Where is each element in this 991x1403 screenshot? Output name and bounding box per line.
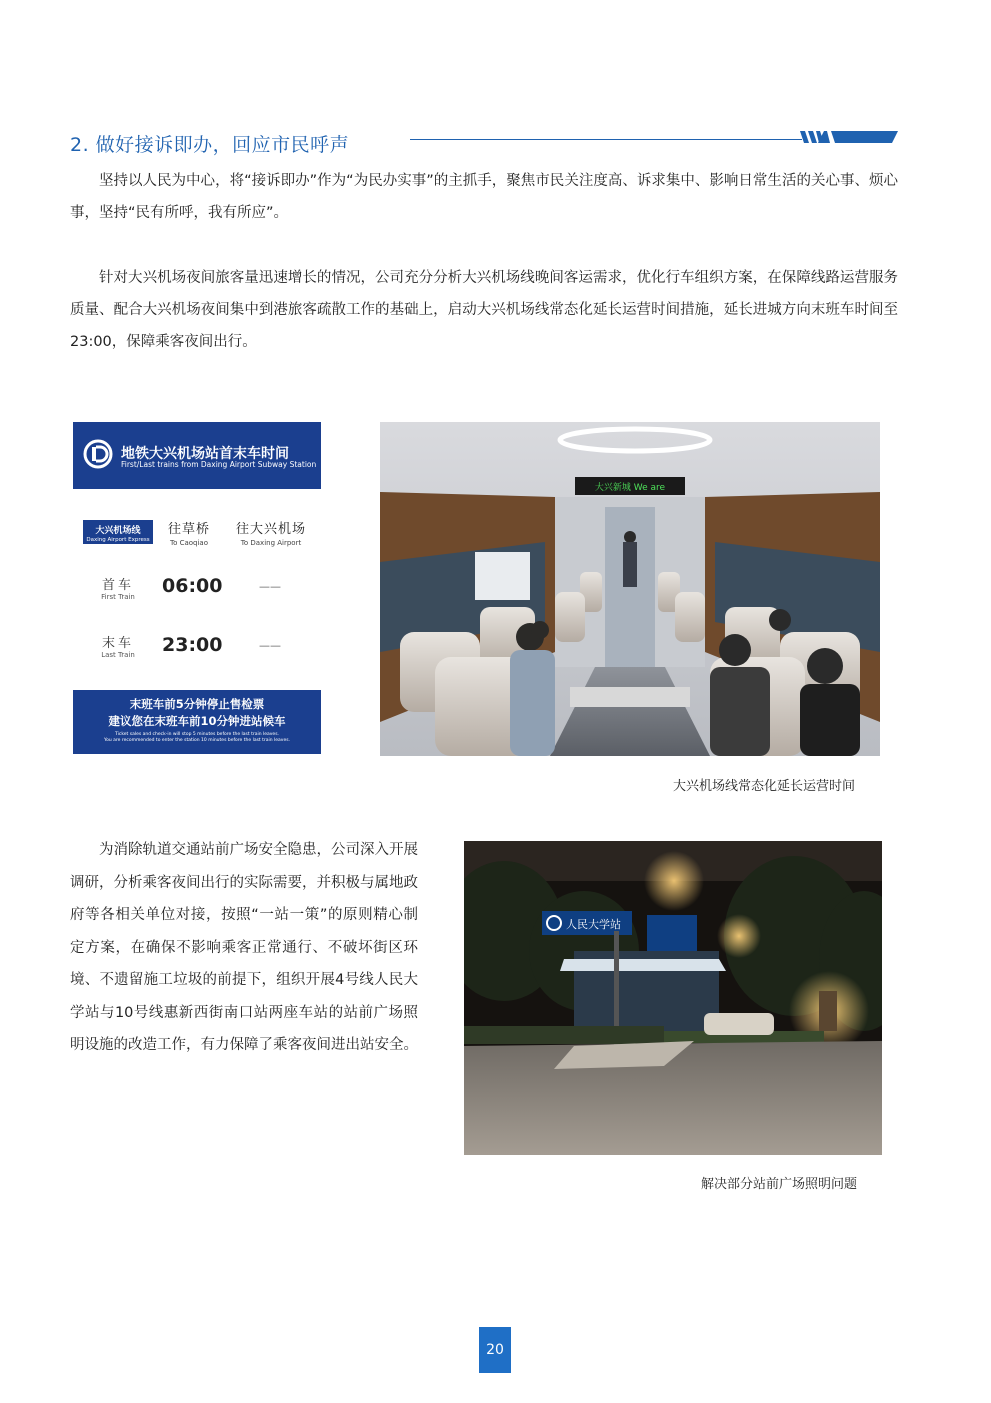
first-train-dash: ——	[259, 580, 281, 593]
row-label: 末车	[101, 636, 134, 651]
notice-line: 末班车前5分钟停止售检票	[129, 697, 265, 711]
last-train-dash: ——	[259, 639, 281, 652]
paragraph-intro: 坚持以人民为中心，将“接诉即办”作为“为民办实事”的主抓手，聚焦市民关注度高、诉求集中、影响日常生活的关心事、烦心事，坚持“民有所呼，我有所应”。	[70, 173, 898, 221]
notice-line-en: You are recommended to enter the station 10 minutes before the last train leaves.	[103, 738, 291, 743]
section-heading: 2. 做好接诉即办，回应市民呼声	[70, 134, 350, 156]
timetable-sign	[73, 422, 321, 757]
line-name: 大兴机场线	[95, 526, 141, 536]
direction-label-en: To Daxing Airport	[240, 539, 302, 547]
row-label-en: Last Train	[101, 651, 135, 659]
sign-header	[73, 422, 321, 489]
heading-rule	[410, 139, 802, 140]
photo1-caption: 大兴机场线常态化延长运营时间	[673, 779, 856, 794]
page-number: 20	[479, 1327, 511, 1373]
sign-title: 地铁大兴机场站首末车时间	[121, 446, 289, 462]
led-destination-text: 大兴新城 We are	[594, 483, 666, 493]
first-train-label	[93, 574, 143, 601]
row-label-en: First Train	[101, 593, 135, 601]
first-train-time: 06:00	[162, 575, 223, 597]
line-name-en: Daxing Airport Express	[86, 537, 150, 543]
direction-label-en: To Caoqiao	[169, 539, 208, 547]
heading-stripe-decoration	[800, 131, 898, 143]
station-sign-text: 人民大学站	[566, 918, 621, 931]
beijing-subway-logo-icon	[83, 439, 113, 469]
line-badge	[83, 520, 153, 544]
direction-daxing-airport	[227, 518, 315, 547]
notice-line-en: Ticket sales and check-in will stop 5 minutes before the last train leaves.	[115, 732, 279, 737]
direction-label: 往大兴机场	[235, 522, 306, 537]
direction-caoqiao	[159, 518, 219, 547]
last-train-time: 23:00	[162, 634, 223, 656]
last-train-label	[93, 632, 143, 659]
sign-notice	[73, 690, 321, 754]
notice-line: 建议您在末班车前10分钟进站候车	[108, 714, 286, 728]
station-plaza-night-photo	[464, 841, 882, 1155]
direction-label: 往草桥	[167, 522, 210, 537]
train-interior-photo	[380, 422, 880, 756]
photo2-caption: 解决部分站前广场照明问题	[701, 1177, 858, 1192]
sign-subtitle: First/Last trains from Daxing Airport Subway Station	[121, 460, 317, 469]
paragraph-daxing: 针对大兴机场夜间旅客量迅速增长的情况，公司充分分析大兴机场线晚间客运需求，优化行车组织方案，在保障线路运营服务质量、配合大兴机场夜间集中到港旅客疏散工作的基础上，启动大兴机场线常态化延长运营时间措施，延长进城方向末班车时间至23:00，保障乘客夜间出行。	[70, 270, 898, 350]
row-label: 首车	[101, 578, 134, 593]
paragraph-lighting: 为消除轨道交通站前广场安全隐患，公司深入开展调研，分析乘客夜间出行的实际需要，并积极与属地政府等各相关单位对接，按照“一站一策”的原则精心制定方案，在确保不影响乘客正常通行、不破坏街区环境、不遗留施工垃圾的前提下，组织开展4号线人民大学站与10号线惠新西街南口站两座车站的站前广场照明设施的改造工作，有力保障了乘客夜间进出站安全。	[70, 842, 418, 1053]
